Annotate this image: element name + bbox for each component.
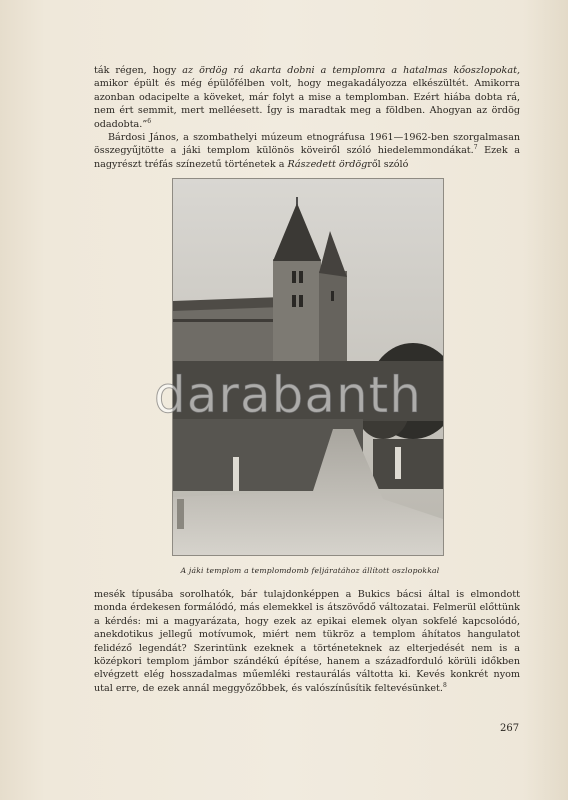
photo-caption: A jáki templom a templomdomb feljáratához állított oszlopokkal (180, 566, 440, 575)
paragraph-3 (94, 588, 520, 695)
footnote-ref-7: 7 (473, 144, 478, 152)
paragraph-3-text: mesék típusába sorolhatók, bár tulajdonképpen a Bukics bácsi által is elmondott monda érdekesen formálódó, más elemekkel is átszövődő változatai. Felmerül előttünk a kérdés: mi a magyarázata, hogy ezek az epikai elemek olyan sokfelé kapcsolódó, anekdotikus jellegű motívumok, miért nem tükröz a templom áhítatos hangulatot felidéző legendát? Szerintünk ezeknek a történeteknek az elterjedését nem is a középkori templom jámbor szándékú építése, hanem a századforduló körüli időkben elvégzett elég hosszadalmas műemléki restaurálás váltotta ki. Kevés konkrét nyom utal erre, de ezek annál meggyőzőbbek, és valószínűsítik feltevésünket. (94, 589, 520, 694)
footnote-ref-6: 6 (147, 117, 152, 125)
top-text-block (94, 64, 520, 171)
paragraph-1: ták régen, hogy az ördög rá akarta dobni a templomra a hatalmas kőoszlopokat, amikor épült és még épülőfélben volt, hogy megakadályozza elkészültét. Amikorra azonban odacipelte a köveket, már folyt a mise a templomban. Ezért hiába dobta rá, nem ért semmit, mert melléesett. Így is maradtak meg a földben. Ahogyan az ördög odadobta.”$^6$ (94, 65, 520, 130)
bottom-text-block (94, 588, 520, 695)
page-number: 267 (500, 723, 520, 734)
footnote-ref-8: 8 (442, 681, 447, 689)
paragraph-2: Bárdosi János, a szombathelyi múzeum etnográfusa 1961—1962-ben szorgalmasan összegyűjtötte a jáki templom különös köveiről szóló hiedelemmondákat.$^7$ Ezek a nagyrészt tréfás színezetű történetek a Rászedett ördögről szóló (94, 132, 520, 170)
watermark: darabanth (154, 366, 422, 424)
